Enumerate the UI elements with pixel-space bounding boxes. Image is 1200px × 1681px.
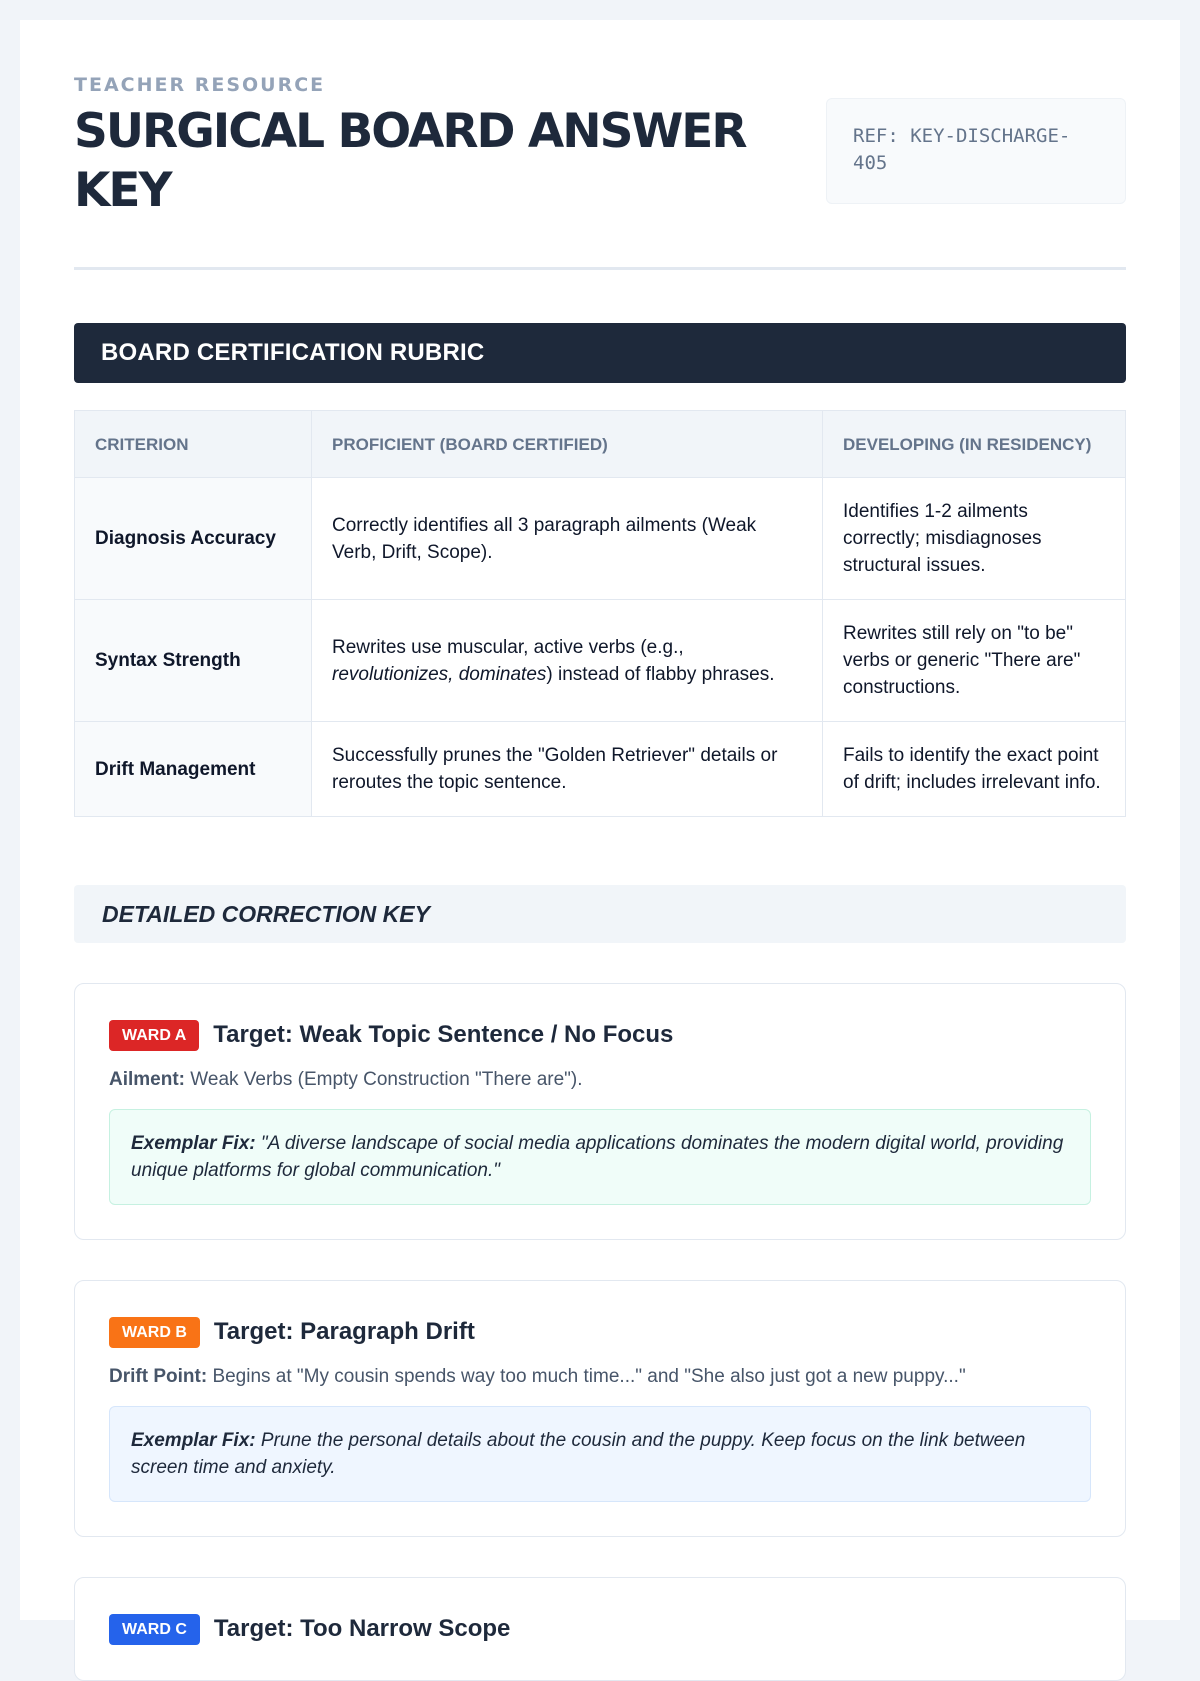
rubric-heading: BOARD CERTIFICATION RUBRIC [74, 323, 1126, 383]
table-row [75, 600, 1126, 722]
ward-a-header [109, 1018, 1091, 1052]
answer-key-page [20, 20, 1180, 1642]
ward-a-exemplar-fix [109, 1109, 1091, 1205]
ward-a-target: Target: Weak Topic Sentence / No Focus [213, 1021, 674, 1048]
proficient-text-start: Rewrites use muscular, active verbs (e.g., [332, 636, 684, 658]
ward-b-drift-point [109, 1363, 1091, 1390]
table-row [75, 722, 1126, 817]
column-header-proficient: PROFICIENT (BOARD CERTIFIED) [312, 411, 823, 478]
proficient-text-end: ) instead of flabby phrases. [546, 663, 775, 685]
ward-a-card [74, 983, 1126, 1240]
ward-b-exemplar-fix [109, 1406, 1091, 1502]
criterion-cell: Drift Management [75, 722, 312, 817]
ward-b-header [109, 1315, 1091, 1349]
ward-c-badge: WARD C [109, 1614, 200, 1645]
criterion-cell: Syntax Strength [75, 600, 312, 722]
exemplar-fix-label: Exemplar Fix: [131, 1133, 256, 1154]
exemplar-fix-label: Exemplar Fix: [131, 1430, 256, 1451]
reference-code: REF: KEY-DISCHARGE-405 [826, 98, 1126, 204]
proficient-cell [312, 600, 823, 722]
ailment-text: Weak Verbs (Empty Construction "There are"). [190, 1069, 583, 1090]
proficient-text-example: revolutionizes, dominates [332, 663, 547, 685]
ailment-label: Ailment: [109, 1069, 185, 1090]
ward-a-badge: WARD A [109, 1020, 199, 1051]
rubric-header-row [75, 411, 1126, 478]
drift-point-text: Begins at "My cousin spends way too much time..." and "She also just got a new puppy..." [212, 1366, 966, 1387]
drift-point-label: Drift Point: [109, 1366, 208, 1387]
criterion-cell: Diagnosis Accuracy [75, 478, 312, 600]
page-title: SURGICAL BOARD ANSWER KEY [74, 104, 746, 218]
correction-key-heading: DETAILED CORRECTION KEY [74, 885, 1126, 943]
rubric-table [74, 410, 1126, 817]
ward-c-card [74, 1577, 1126, 1681]
ward-b-card [74, 1280, 1126, 1537]
table-row [75, 478, 1126, 600]
ward-a-ailment [109, 1066, 1091, 1093]
developing-cell: Identifies 1-2 ailments correctly; misdiagnoses structural issues. [823, 478, 1126, 600]
document-header [74, 20, 1126, 270]
developing-cell: Rewrites still rely on "to be" verbs or generic "There are" constructions. [823, 600, 1126, 722]
ward-b-target: Target: Paragraph Drift [213, 1318, 475, 1345]
proficient-cell: Correctly identifies all 3 paragraph ailments (Weak Verb, Drift, Scope). [312, 478, 823, 600]
column-header-developing: DEVELOPING (IN RESIDENCY) [823, 411, 1126, 478]
exemplar-fix-text: Prune the personal details about the cousin and the puppy. Keep focus on the link between screen time and anxiety. [131, 1430, 1026, 1478]
eyebrow-label: TEACHER RESOURCE [74, 74, 326, 96]
column-header-criterion: CRITERION [75, 411, 312, 478]
developing-cell: Fails to identify the exact point of drift; includes irrelevant info. [823, 722, 1126, 817]
proficient-cell: Successfully prunes the "Golden Retriever" details or reroutes the topic sentence. [312, 722, 823, 817]
ward-c-target: Target: Too Narrow Scope [213, 1615, 511, 1642]
ward-c-header [109, 1612, 1091, 1646]
ward-b-badge: WARD B [109, 1317, 200, 1348]
exemplar-fix-text: "A diverse landscape of social media applications dominates the modern digital world, providing unique platforms for global communication." [131, 1133, 1064, 1181]
